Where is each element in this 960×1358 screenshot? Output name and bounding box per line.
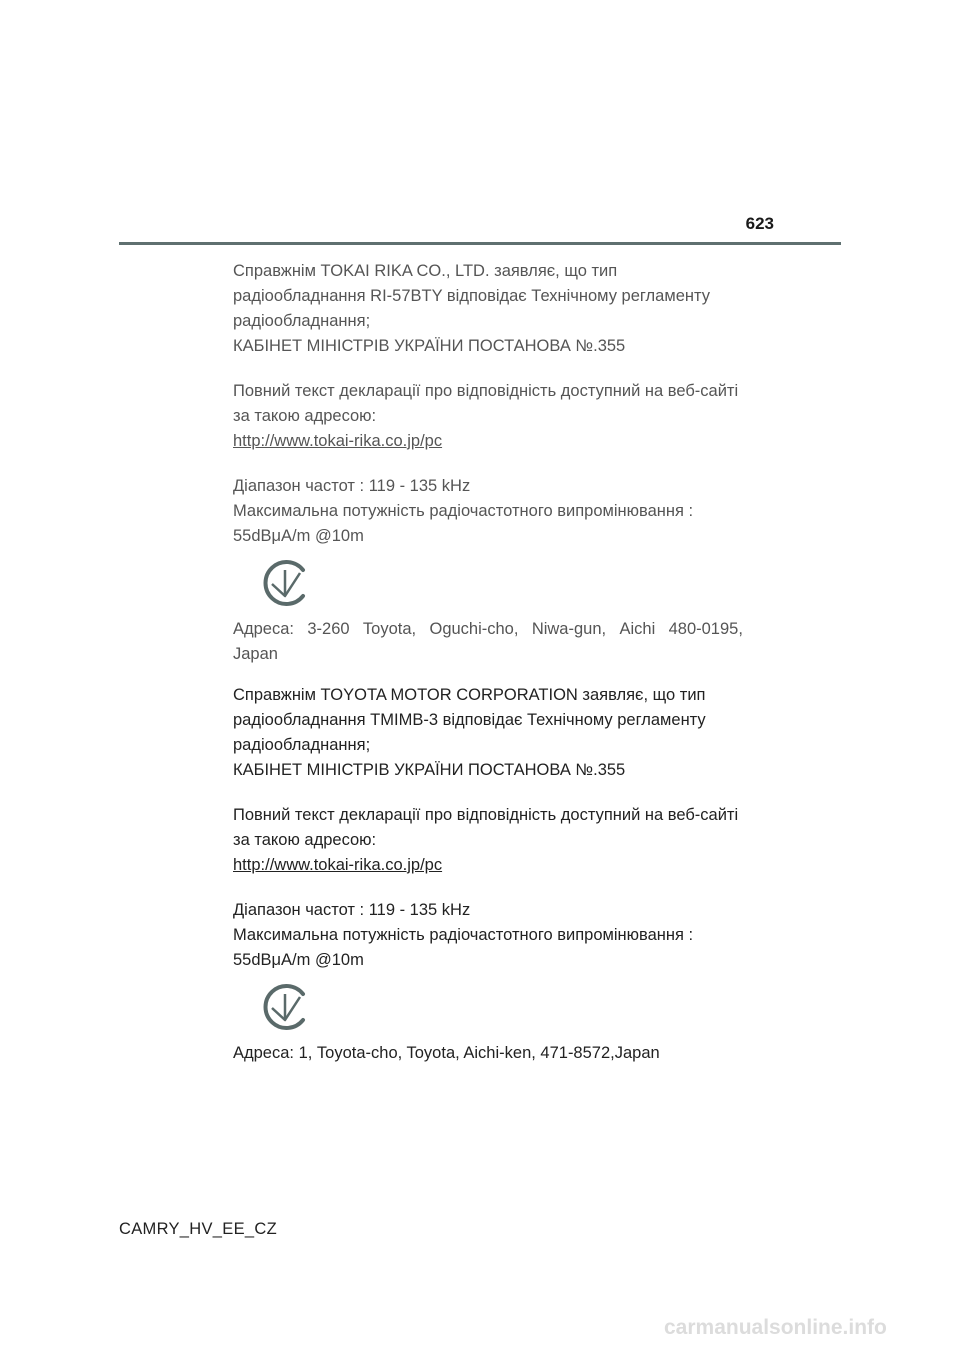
max-power-label: Максимальна потужність радіочастотного випромінювання : <box>233 926 694 944</box>
max-power-value: 55dBμA/m @10m <box>233 951 364 969</box>
page-number: 623 <box>745 214 774 233</box>
declaration-line: Справжнім TOKAI RIKA CO., LTD. заявляє, що тип <box>233 262 618 280</box>
full-text-line: за такою адресою: <box>233 831 377 849</box>
declaration-line: радіообладнання; <box>233 312 371 330</box>
declaration-line: радіообладнання RI-57BTY відповідає Технічному регламенту <box>233 287 710 305</box>
max-power-value: 55dBμA/m @10m <box>233 527 364 545</box>
declaration-tokai-rika <box>233 259 743 667</box>
full-text-line: Повний текст декларації про відповідність доступний на веб-сайті <box>233 382 739 400</box>
declaration-toyota <box>233 683 743 1066</box>
resolution-line: КАБІНЕТ МІНІСТРІВ УКРАЇНИ ПОСТАНОВА №.355 <box>233 761 626 779</box>
header-rule <box>119 242 841 245</box>
watermark: carmanualsonline.info <box>664 1316 887 1339</box>
declaration-line: радіообладнання TMIMB-3 відповідає Технічному регламенту <box>233 711 706 729</box>
address-country: Japan <box>233 645 278 663</box>
address-line: Адреса: 1, Toyota-cho, Toyota, Aichi-ken, 471-8572,Japan <box>233 1044 660 1062</box>
address-line: Адреса: 3-260 Toyota, Oguchi-cho, Niwa-gun, Aichi 480-0195, <box>233 620 743 638</box>
frequency-range: Діапазон частот : 119 - 135 kHz <box>233 901 471 919</box>
ukrainian-conformity-mark-icon <box>259 557 311 609</box>
document-code: CAMRY_HV_EE_CZ <box>119 1220 277 1238</box>
frequency-range: Діапазон частот : 119 - 135 kHz <box>233 477 471 495</box>
declaration-url-link[interactable]: http://www.tokai-rika.co.jp/pc <box>233 856 443 874</box>
declaration-line: радіообладнання; <box>233 736 371 754</box>
declaration-line: Справжнім TOYOTA MOTOR CORPORATION заявляє, що тип <box>233 686 706 704</box>
full-text-line: Повний текст декларації про відповідність доступний на веб-сайті <box>233 806 739 824</box>
declaration-url-link[interactable]: http://www.tokai-rika.co.jp/pc <box>233 432 443 450</box>
full-text-line: за такою адресою: <box>233 407 377 425</box>
max-power-label: Максимальна потужність радіочастотного випромінювання : <box>233 502 694 520</box>
ukrainian-conformity-mark-icon <box>259 981 311 1033</box>
resolution-line: КАБІНЕТ МІНІСТРІВ УКРАЇНИ ПОСТАНОВА №.355 <box>233 337 626 355</box>
